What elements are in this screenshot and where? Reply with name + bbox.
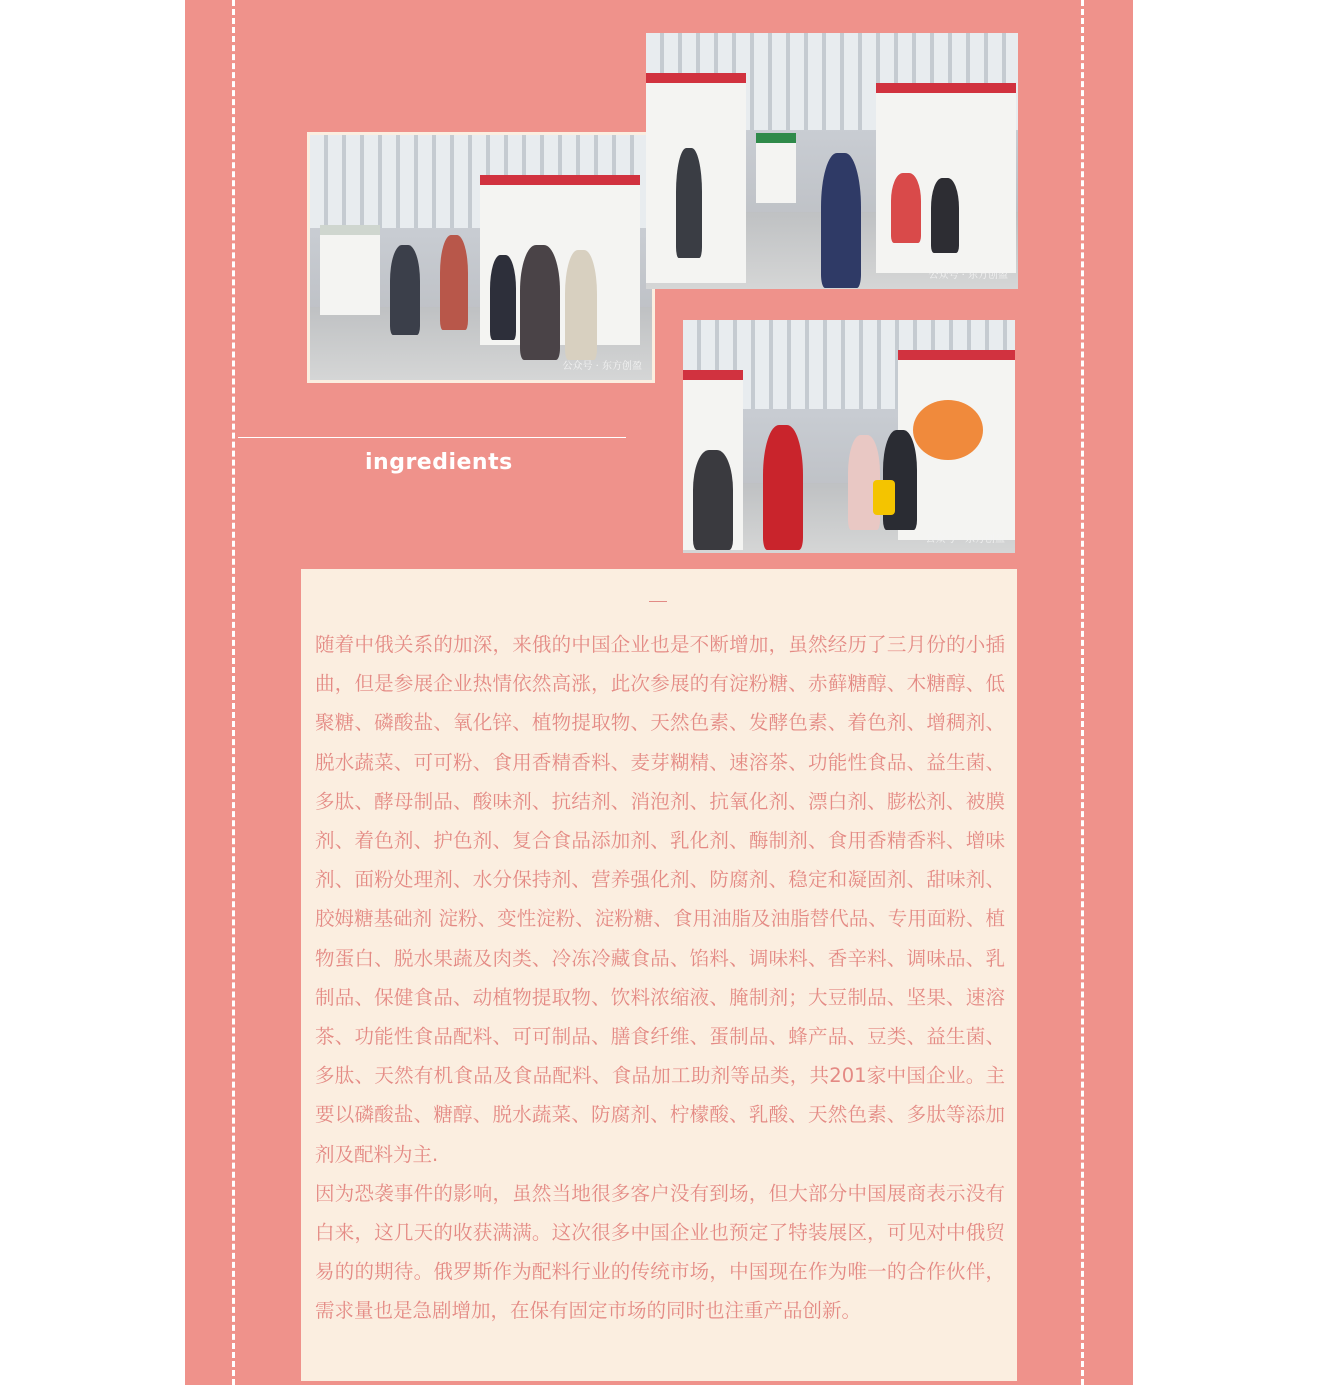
photo-watermark: 公众号 · 东方创盈	[925, 534, 1005, 545]
divider-mark	[649, 601, 667, 602]
photo-watermark: 公众号 · 东方创盈	[562, 361, 642, 372]
expo-hall-photo-2	[646, 33, 1018, 289]
right-dashed-border	[1081, 0, 1084, 1385]
paragraph-2: 因为恐袭事件的影响，虽然当地很多客户没有到场，但大部分中国展商表示没有白来，这几天的收获满满。这次很多中国企业也预定了特装展区，可见对中俄贸易的的期待。俄罗斯作为配料行业的传统市场，中国现在作为唯一的合作伙伴，需求量也是急剧增加，在保有固定市场的同时也注重产品创新。	[315, 1181, 1005, 1323]
left-dashed-border	[232, 0, 235, 1385]
expo-hall-photo-1	[307, 132, 655, 383]
heading-rule	[238, 437, 626, 438]
section-heading: ingredients	[365, 450, 513, 475]
article-body	[315, 625, 1005, 1331]
expo-hall-photo-3	[683, 320, 1015, 553]
photo-watermark: 公众号 · 东方创盈	[928, 270, 1008, 281]
paragraph-1: 随着中俄关系的加深，来俄的中国企业也是不断增加，虽然经历了三月份的小插曲，但是参展企业热情依然高涨，此次参展的有淀粉糖、赤藓糖醇、木糖醇、低聚糖、磷酸盐、氧化锌、植物提取物、天然色素、发酵色素、着色剂、增稠剂、脱水蔬菜、可可粉、食用香精香料、麦芽糊精、速溶茶、功能性食品、益生菌、多肽、酵母制品、酸味剂、抗结剂、消泡剂、抗氧化剂、漂白剂、膨松剂、被膜剂、着色剂、护色剂、复合食品添加剂、乳化剂、酶制剂、食用香精香料、增味剂、面粉处理剂、水分保持剂、营养强化剂、防腐剂、稳定和凝固剂、甜味剂、胶姆糖基础剂 淀粉、变性淀粉、淀粉糖、食用油脂及油脂替代品、专用面粉、植物蛋白、脱水果蔬及肉类、冷冻冷藏食品、馅料、调味料、香辛料、调味品、乳制品、保健食品、动植物提取物、饮料浓缩液、腌制剂；大豆制品、坚果、速溶茶、功能性食品配料、可可制品、膳食纤维、蛋制品、蜂产品、豆类、益生菌、多肽、天然有机食品及食品配料、食品加工助剂等品类，共201家中国企业。主要以磷酸盐、糖醇、脱水蔬菜、防腐剂、柠檬酸、乳酸、天然色素、多肽等添加剂及配料为主.	[315, 633, 1005, 1166]
